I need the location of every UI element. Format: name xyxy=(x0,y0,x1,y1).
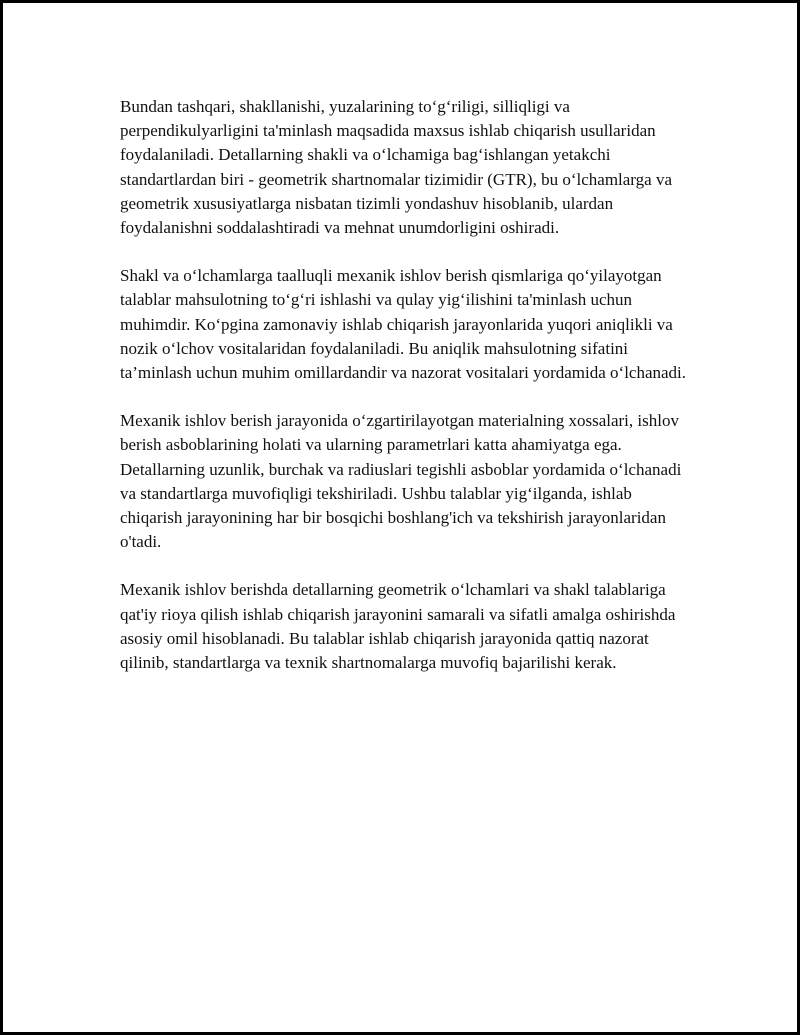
paragraph-1: Bundan tashqari, shakllanishi, yuzalarining to‘g‘riligi, silliqligi va perpendikulyarligini ta'minlash maqsadida maxsus ishlab chiqarish usullaridan foydalaniladi. Detallarning shakli va o‘lchamiga bag‘ishlangan yetakchi standartlardan biri - geometrik shartnomalar tizimidir (GTR), bu o‘lchamlarga va geometrik xususiyatlarga nisbatan tizimli yondashuv hisoblanib, ulardan foydalanishni soddalashtiradi va mehnat unumdorligini oshiradi. xyxy=(120,97,673,238)
paragraph-3: Mexanik ishlov berish jarayonida o‘zgartirilayotgan materialning xossalari, ishlov berish asboblarining holati va ularning parametrlari katta ahamiyatga ega. Detallarning uzunlik, burchak va radiuslari tegishli asboblar yordamida o‘lchanadi va standartlarga muvofiqligi tekshiriladi. Ushbu talablar yig‘ilganda, ishlab chiqarish jarayonining har bir bosqichi boshlang'ich va tekshirish jarayonlaridan o'tadi. xyxy=(120,411,682,552)
paragraph-4: Mexanik ishlov berishda detallarning geometrik o‘lchamlari va shakl talablariga qat'iy rioya qilish ishlab chiqarish jarayonini samarali va sifatli amalga oshirishda asosiy omil hisoblanadi. Bu talablar ishlab chiqarish jarayonida qattiq nazorat qilinib, standartlarga va texnik shartnomalarga muvofiq bajarilishi kerak. xyxy=(120,580,676,673)
document-body xyxy=(120,95,690,675)
paragraph-2: Shakl va o‘lchamlarga taalluqli mexanik ishlov berish qismlariga qo‘yilayotgan talablar mahsulotning to‘g‘ri ishlashi va qulay yig‘ilishini ta'minlash uchun muhimdir. Ko‘pgina zamonaviy ishlab chiqarish jarayonlarida yuqori aniqlikli va nozik o‘lchov vositalaridan foydalaniladi. Bu aniqlik mahsulotning sifatini ta’minlash uchun muhim omillardandir va nazorat vositalari yordamida o‘lchanadi. xyxy=(120,266,687,383)
